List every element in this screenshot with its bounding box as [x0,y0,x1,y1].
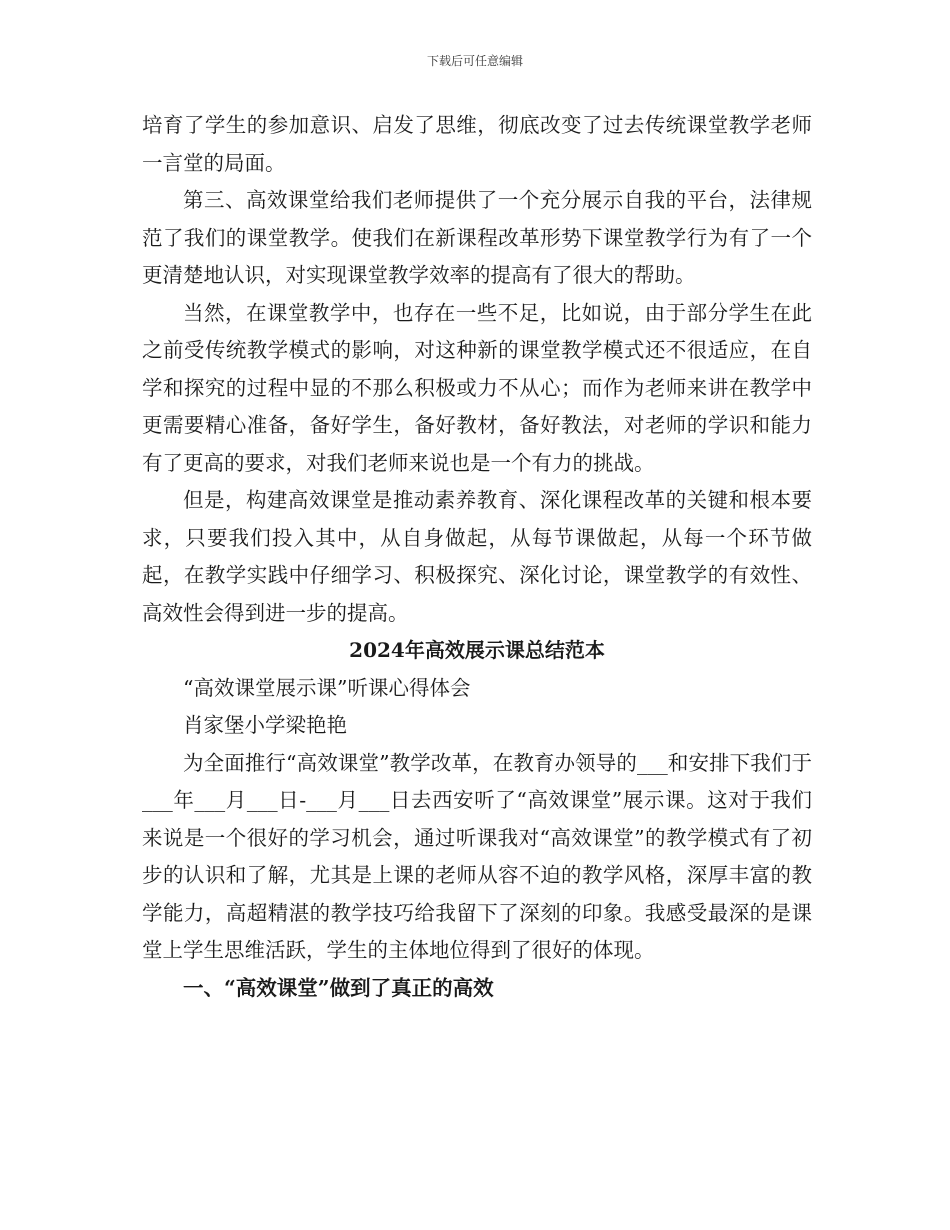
paragraph-third-point: 第三、高效课堂给我们老师提供了一个充分展示自我的平台，法律规范了我们的课堂教学。使我们在新课程改革形势下课堂教学行为有了一个更清楚地认识，对实现课堂教学效率的提高有了很大的帮助。 [142,188,812,287]
paragraph-conclusion: 但是，构建高效课堂是推动素养教育、深化课程改革的关键和根本要求，只要我们投入其中，从自身做起，从每节课做起，从每一个环节做起，在教学实践中仔细学习、积极探究、深化讨论，课堂教学的有效性、高效性会得到进一步的提高。 [142,488,812,625]
section-author: 肖家堡小学梁艳艳 [183,713,347,737]
page-header: 下载后可任意编辑 [426,54,523,68]
paragraph-continuation: 培育了学生的参加意识、启发了思维，彻底改变了过去传统课堂教学老师一言堂的局面。 [142,113,812,175]
document-body [142,107,812,1007]
paragraph-shortcomings: 当然，在课堂教学中，也存在一些不足，比如说，由于部分学生在此之前受传统教学模式的影响，对这种新的课堂教学模式还不很适应，在自学和探究的过程中显的不那么积极或力不从心；而作为老师来讲在教学中更需要精心准备，备好学生，备好教材，备好教法，对老师的学识和能力有了更高的要求，对我们老师来说也是一个有力的挑战。 [142,300,812,475]
section-subtitle: “高效课堂展示课”听课心得体会 [183,675,471,700]
heading-one: 一、“高效课堂”做到了真正的高效 [183,975,494,1000]
section-title: 2024年高效展示课总结范本 [349,638,605,662]
paragraph-intro: 为全面推行“高效课堂”教学改革，在教育办领导的___和安排下我们于___年___月___日-___月___日去西安听了“高效课堂”展示课。这对于我们来说是一个很好的学习机会，通过听课我对“高效课堂”的教学模式有了初步的认识和了解，尤其是上课的老师从容不迫的教学风格，深厚丰富的教学能力，高超精湛的教学技巧给我留下了深刻的印象。我感受最深的是课堂上学生思维活跃，学生的主体地位得到了很好的体现。 [142,750,812,962]
